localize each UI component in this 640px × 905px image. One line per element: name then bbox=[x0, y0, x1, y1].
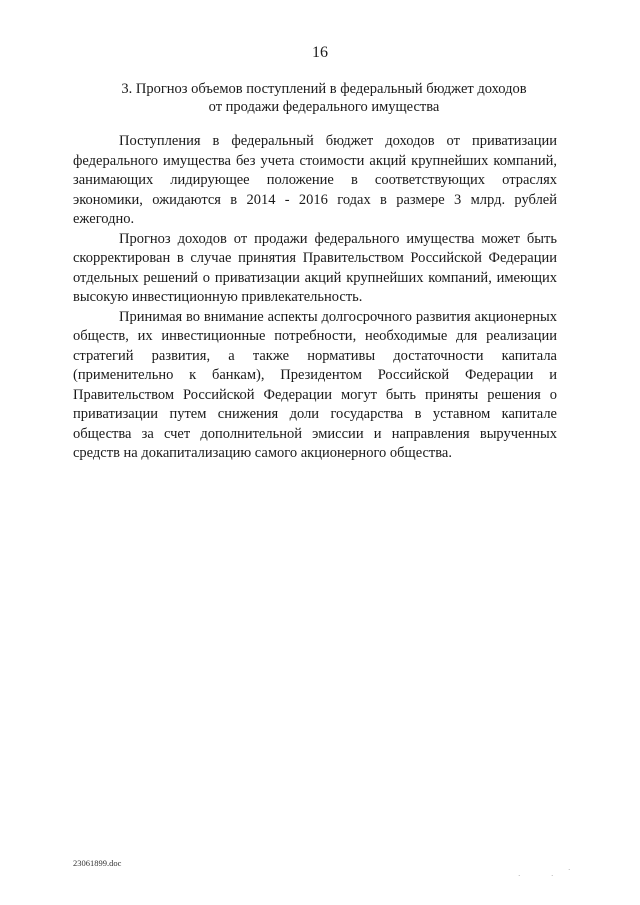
section-heading-line-2: от продажи федерального имущества bbox=[208, 99, 440, 115]
paragraph-revenue-forecast: Поступления в федеральный бюджет доходов от приватизации федерального имущества без учета стоимости акций крупнейших компаний, занимающих лидирующее положение в соответствующих отраслях экономики, ожидаются в 2014 - 2016 годах в размере 3 млрд. рублей ежегодно. bbox=[73, 133, 557, 227]
footer-file-name: 23061899.doc bbox=[73, 858, 122, 868]
scan-mark: · bbox=[568, 866, 571, 874]
paragraph-forecast-adjustment: Прогноз доходов от продажи федерального имущества может быть скорректирован в случае принятия Правительством Российской Федерации отдельных решений о приватизации акций крупнейших компаний, имеющих высокую инвестиционную привлекательность. bbox=[73, 230, 557, 305]
section-heading-line-1: 3. Прогноз объемов поступлений в федеральный бюджет доходов bbox=[121, 81, 527, 97]
scan-mark: · bbox=[518, 872, 521, 880]
body-text bbox=[73, 132, 557, 464]
section-heading bbox=[60, 80, 588, 116]
page-number: 16 bbox=[312, 44, 328, 61]
scan-mark: · bbox=[551, 872, 554, 880]
paragraph-privatization-decisions: Принимая во внимание аспекты долгосрочного развития акционерных обществ, их инвестиционные потребности, необходимые для реализации стратегий развития, а также нормативы достаточности капитала (применительно к банкам), Президентом Российской Федерации и Правительством Российской Федерации могут быть приняты решения о приватизации путем снижения доли государства в уставном капитале общества за счет дополнительной эмиссии и направления вырученных средств на докапитализацию самого акционерного общества. bbox=[73, 308, 557, 461]
